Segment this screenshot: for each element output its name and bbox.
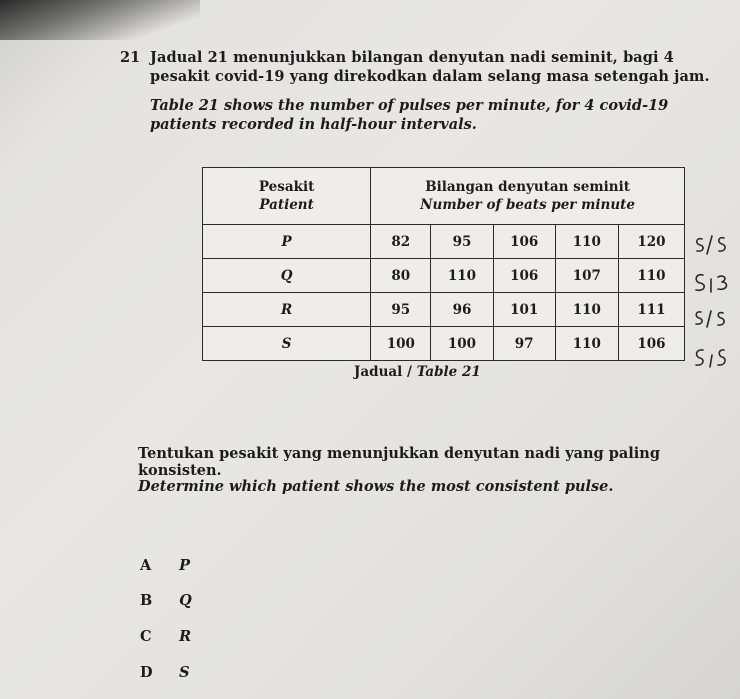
handwritten-note-icon bbox=[690, 306, 738, 332]
table-row bbox=[203, 225, 685, 259]
beat-cell: 80 bbox=[371, 259, 431, 293]
table-row bbox=[203, 259, 685, 293]
header-beats-malay: Bilangan denyutan seminit bbox=[425, 179, 630, 195]
beat-cell: 95 bbox=[431, 225, 493, 259]
beat-cell: 110 bbox=[555, 327, 618, 361]
beat-cell: 101 bbox=[493, 293, 555, 327]
page-corner-shadow bbox=[0, 0, 200, 40]
header-patient-malay: Pesakit bbox=[258, 179, 315, 195]
option-value: R bbox=[179, 628, 192, 645]
beat-cell: 82 bbox=[371, 225, 431, 259]
caption-english: Table 21 bbox=[416, 364, 481, 380]
option-letter: D bbox=[140, 664, 153, 681]
header-beats-english: Number of beats per minute bbox=[420, 197, 635, 213]
handwritten-note-icon bbox=[690, 345, 738, 371]
handwritten-note-icon bbox=[690, 270, 738, 296]
header-patient-english: Patient bbox=[259, 197, 314, 213]
header-beats bbox=[371, 168, 685, 225]
option-b[interactable] bbox=[140, 592, 192, 609]
question-text-malay: Jadual 21 menunjukkan bilangan denyutan nadi seminit, bagi 4 pesakit covid-19 yang direkodkan dalam selang masa setengah jam. bbox=[150, 49, 710, 85]
option-c[interactable] bbox=[140, 628, 191, 645]
beat-cell: 111 bbox=[618, 293, 684, 327]
question-number: 21 bbox=[120, 49, 141, 66]
caption-malay: Jadual / bbox=[354, 364, 412, 380]
instruction-malay: Tentukan pesakit yang menunjukkan denyutan nadi yang paling konsisten. bbox=[138, 445, 660, 479]
patient-cell: R bbox=[203, 293, 371, 327]
table-caption bbox=[354, 364, 481, 380]
patient-cell: Q bbox=[203, 259, 371, 293]
option-value: Q bbox=[179, 592, 192, 609]
question-text-english: Table 21 shows the number of pulses per minute, for 4 covid-19 patients recorded in half-hour intervals. bbox=[150, 97, 669, 133]
beat-cell: 110 bbox=[555, 225, 618, 259]
beat-cell: 96 bbox=[431, 293, 493, 327]
handwritten-note-icon bbox=[690, 232, 738, 258]
beat-cell: 106 bbox=[493, 225, 555, 259]
instruction-english: Determine which patient shows the most consistent pulse. bbox=[138, 478, 614, 495]
beat-cell: 120 bbox=[618, 225, 684, 259]
beat-cell: 106 bbox=[618, 327, 684, 361]
beat-cell: 106 bbox=[493, 259, 555, 293]
patient-cell: P bbox=[203, 225, 371, 259]
option-letter: B bbox=[140, 592, 153, 609]
beat-cell: 110 bbox=[618, 259, 684, 293]
beat-cell: 107 bbox=[555, 259, 618, 293]
beat-cell: 110 bbox=[431, 259, 493, 293]
option-letter: A bbox=[140, 557, 152, 574]
beat-cell: 110 bbox=[555, 293, 618, 327]
beat-cell: 100 bbox=[431, 327, 493, 361]
beat-cell: 100 bbox=[371, 327, 431, 361]
option-letter: C bbox=[140, 628, 152, 645]
option-a[interactable] bbox=[140, 557, 190, 574]
question-21 bbox=[120, 48, 732, 134]
table-row bbox=[203, 327, 685, 361]
beat-cell: 97 bbox=[493, 327, 555, 361]
option-value: S bbox=[179, 664, 190, 681]
patient-cell: S bbox=[203, 327, 371, 361]
option-d[interactable] bbox=[140, 664, 190, 681]
pulse-table bbox=[202, 167, 685, 361]
header-patient bbox=[203, 168, 371, 225]
beat-cell: 95 bbox=[371, 293, 431, 327]
table-row bbox=[203, 293, 685, 327]
option-value: P bbox=[179, 557, 190, 574]
